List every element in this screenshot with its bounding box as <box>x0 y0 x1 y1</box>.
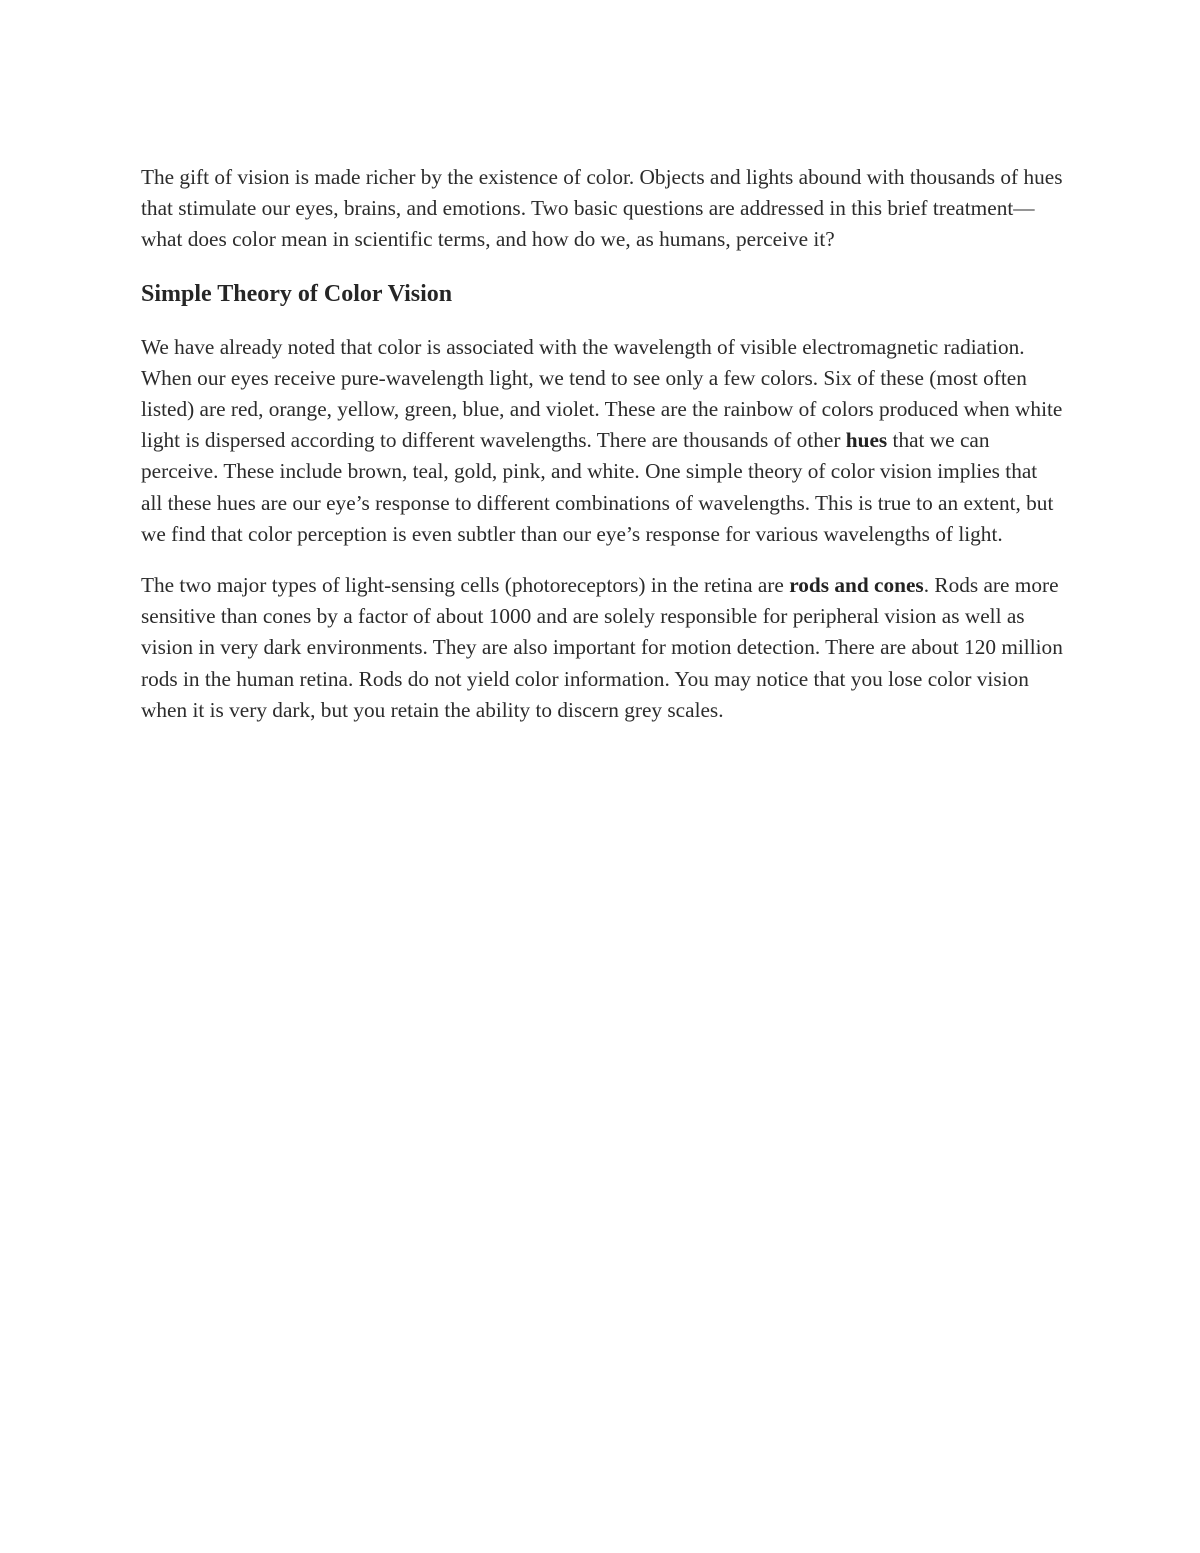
hues-emphasis: hues <box>845 428 888 453</box>
document-body <box>141 162 1063 726</box>
color-theory-paragraph <box>141 332 1063 550</box>
color-theory-text-end: that we can perceive. These include brown, teal, gold, pink, and white. One simple theory of color vision implies that all these hues are our eye’s response to different combinations of wavelengths. This is true to an extent, but we find that color perception is even subtler than our eye’s response for various wavelengths of light. <box>141 428 1054 546</box>
intro-paragraph: The gift of vision is made richer by the existence of color. Objects and lights abound with thousands of hues that stimulate our eyes, brains, and emotions. Two basic questions are addressed in this brief treatment—what does color mean in scientific terms, and how do we, as humans, perceive it? <box>141 165 1063 252</box>
section-heading: Simple Theory of Color Vision <box>141 280 453 307</box>
photoreceptors-text-start: The two major types of light-sensing cells (photoreceptors) in the retina are <box>141 573 790 598</box>
rods-and-cones-emphasis: rods and cones <box>789 573 924 598</box>
photoreceptors-paragraph <box>141 570 1063 726</box>
color-theory-text-start: We have already noted that color is associated with the wavelength of visible electromagnetic radiation. When our eyes receive pure-wavelength light, we tend to see only a few colors. Six of these (most often listed) are red, orange, yellow, green, blue, and violet. These are the rainbow of colors produced when white light is dispersed according to different wavelengths. There are thousands of other <box>141 334 1063 453</box>
photoreceptors-text-end: . Rods are more sensitive than cones by a factor of about 1000 and are solely responsible for peripheral vision as well as vision in very dark environments. They are also important for motion detection. There are about 120 million rods in the human retina. Rods do not yield color information. You may notice that you lose color vision when it is very dark, but you retain the ability to discern grey scales. <box>141 573 1063 722</box>
